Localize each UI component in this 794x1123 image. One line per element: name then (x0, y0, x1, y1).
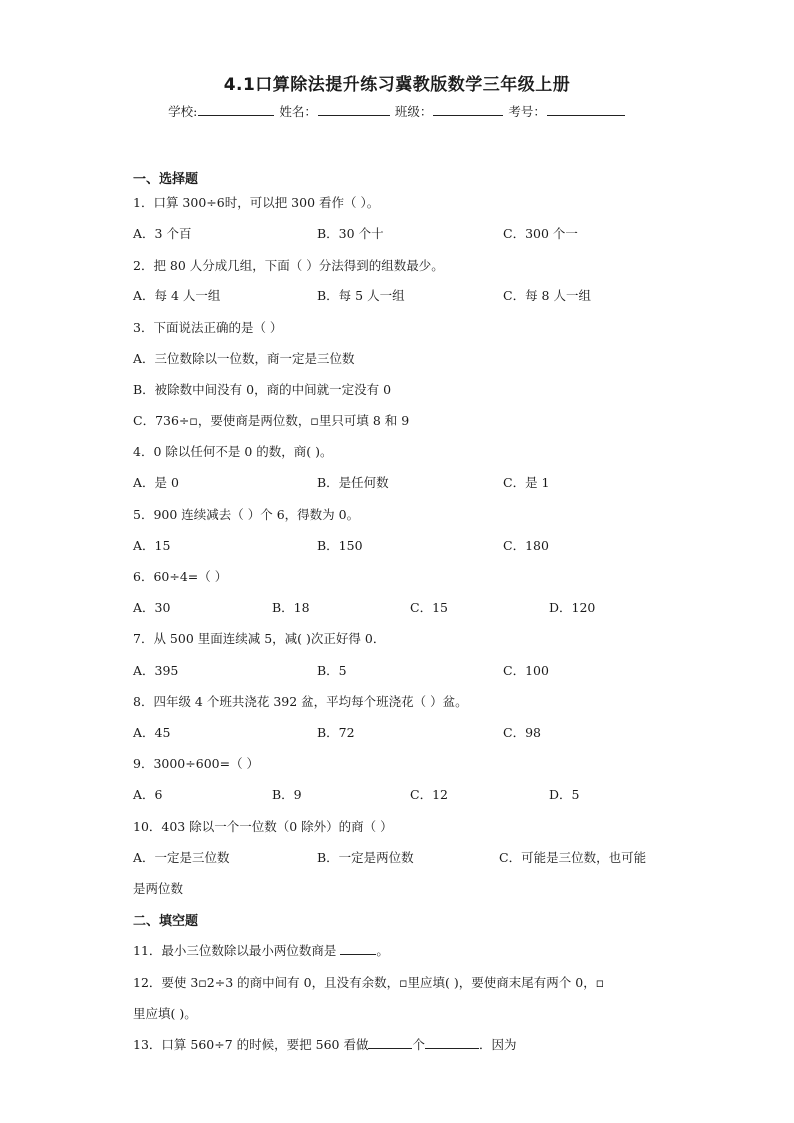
question-11-end: 。 (376, 943, 389, 958)
student-info-line (0, 102, 794, 120)
option-b[interactable]: B．被除数中间没有 0，商的中间就一定没有 0 (133, 382, 392, 397)
question-13 (133, 1035, 516, 1053)
name-label: 姓名： (279, 104, 317, 119)
school-label: 学校: (168, 104, 198, 119)
question-13-end: ．因为 (478, 1037, 517, 1052)
option-b[interactable]: B．18 (272, 600, 310, 615)
option-b[interactable]: B．5 (317, 663, 347, 678)
question-2-options (133, 286, 733, 302)
option-c[interactable]: C．每 8 人一组 (503, 288, 591, 303)
option-a[interactable]: A．一定是三位数 (133, 850, 230, 865)
question-4: 4．0 除以任何不是 0 的数，商( )。 (133, 444, 333, 459)
question-10: 10．403 除以一个一位数（0 除外）的商（ ） (133, 819, 393, 834)
question-11-text: 11．最小三位数除以最小两位数商是 (133, 943, 341, 958)
option-c-continuation: 是两位数 (133, 881, 184, 896)
question-1-options (133, 224, 733, 240)
question-3: 3．下面说法正确的是（ ） (133, 320, 283, 335)
name-blank[interactable] (318, 103, 390, 116)
option-c[interactable]: C．300 个一 (503, 226, 578, 241)
page-title: 4.1口算除法提升练习冀教版数学三年级上册 (223, 75, 571, 95)
exam-number-label: 考号： (508, 104, 546, 119)
option-a[interactable]: A．3 个百 (133, 226, 192, 241)
option-a[interactable]: A．30 (133, 600, 171, 615)
question-6-options (133, 598, 733, 614)
question-8-options (133, 723, 733, 739)
question-7-options (133, 661, 733, 677)
option-a[interactable]: A．15 (133, 538, 171, 553)
option-d[interactable]: D．120 (549, 600, 596, 615)
question-9-options (133, 785, 733, 801)
question-13-text: 13．口算 560÷7 的时候，要把 560 看做 (133, 1037, 369, 1052)
option-b[interactable]: B．是任何数 (317, 475, 389, 490)
option-c[interactable]: C．15 (410, 600, 448, 615)
question-13-unit: 个 (412, 1037, 425, 1052)
option-b[interactable]: B．9 (272, 787, 302, 802)
school-blank[interactable] (198, 103, 274, 116)
answer-blank[interactable] (425, 1036, 479, 1049)
option-a[interactable]: A．是 0 (133, 475, 179, 490)
option-a[interactable]: A．395 (133, 663, 179, 678)
question-9: 9．3000÷600=（ ） (133, 756, 260, 771)
class-label: 班级： (394, 104, 433, 119)
class-blank[interactable] (433, 103, 503, 116)
option-a[interactable]: A．每 4 人一组 (133, 288, 221, 303)
option-c[interactable]: C．可能是三位数，也可能 (499, 850, 647, 865)
option-b[interactable]: B．每 5 人一组 (317, 288, 405, 303)
exam-number-blank[interactable] (547, 103, 625, 116)
question-12-line-1: 12．要使 3▫2÷3 的商中间有 0，且没有余数，▫里应填( )，要使商末尾有两个 0，▫ (133, 975, 605, 990)
question-11 (133, 941, 389, 959)
option-b[interactable]: B．150 (317, 538, 363, 553)
option-c[interactable]: C．是 1 (503, 475, 550, 490)
question-4-options (133, 473, 733, 489)
option-a[interactable]: A．45 (133, 725, 171, 740)
option-b[interactable]: B．一定是两位数 (317, 850, 414, 865)
question-7: 7．从 500 里面连续减 5，减( )次正好得 0． (133, 631, 386, 646)
question-12-line-2: 里应填( )。 (133, 1006, 197, 1021)
question-10-options (133, 848, 733, 864)
question-1: 1．口算 300÷6时，可以把 300 看作（ ）。 (133, 195, 380, 210)
option-d[interactable]: D．5 (549, 787, 580, 802)
option-c[interactable]: C．12 (410, 787, 448, 802)
section-choice-heading: 一、选择题 (133, 172, 199, 187)
option-a[interactable]: A．三位数除以一位数，商一定是三位数 (133, 351, 355, 366)
answer-blank[interactable] (340, 942, 376, 955)
section-fill-heading: 二、填空题 (133, 914, 199, 929)
option-b[interactable]: B．72 (317, 725, 355, 740)
option-c[interactable]: C．100 (503, 663, 549, 678)
option-c[interactable]: C．736÷▫，要使商是两位数，▫里只可填 8 和 9 (133, 413, 410, 428)
question-8: 8．四年级 4 个班共浇花 392 盆，平均每个班浇花（ ）盆。 (133, 694, 468, 709)
question-6: 6．60÷4=（ ） (133, 569, 228, 584)
option-a[interactable]: A．6 (133, 787, 163, 802)
question-5-options (133, 536, 733, 552)
answer-blank[interactable] (368, 1036, 412, 1049)
option-b[interactable]: B．30 个十 (317, 226, 384, 241)
question-5: 5．900 连续减去（ ）个 6，得数为 0。 (133, 507, 360, 522)
question-2: 2．把 80 人分成几组，下面（ ）分法得到的组数最少。 (133, 258, 444, 273)
option-c[interactable]: C．98 (503, 725, 541, 740)
option-c[interactable]: C．180 (503, 538, 549, 553)
